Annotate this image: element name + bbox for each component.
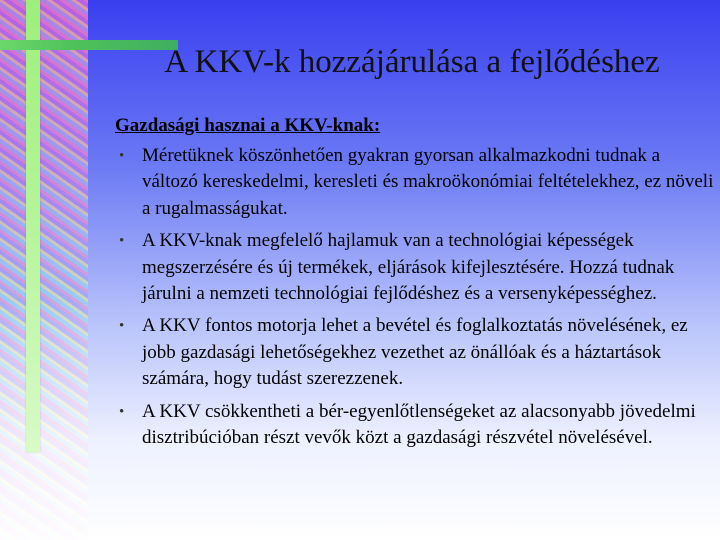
decorative-fade [0,300,88,540]
bullet-text: A KKV fontos motorja lehet a bevétel és foglalkoztatás növelésének, ez jobb gazdasági lehetőségekhez vezethet az önállóak és a háztartások számára, hogy tudást szerezzenek. [142,315,688,390]
bullet-item [115,143,719,222]
bullet-dot-icon: • [119,148,125,164]
slide-title: A KKV-k hozzájárulása a fejlődéshez [164,44,660,80]
bullet-text: A KKV csökkentheti a bér-egyenlőtlenségeket az alacsonyabb jövedelmi disztribúcióban részt vevők közt a gazdasági részvétel növelésével. [142,400,696,449]
bullet-item [115,399,719,452]
decorative-vertical-bar [26,0,40,452]
bullet-dot-icon: • [119,403,125,420]
bullet-item [115,228,719,307]
bullet-dot-icon: • [119,233,125,250]
bullet-dot-icon: • [119,318,125,335]
bullet-text: Méretüknek köszönhetően gyakran gyorsan alkalmazkodni tudnak a változó kereskedelmi, keresleti és makroökonómiai feltételekhez, ez növeli a rugalmasságukat. [142,145,714,219]
slide-content [115,115,719,457]
bullet-list [115,143,719,451]
bullet-text: A KKV-knak megfelelő hajlamuk van a technológiai képességek megszerzésére és új termékek, eljárások kifejlesztésére. Hozzá tudnak járulni a nemzeti technológiai fejlődéshez és a versenyképességhez. [142,230,675,305]
slide-subheading: Gazdasági hasznai a KKV-knak: [115,115,381,136]
bullet-item [115,313,719,392]
